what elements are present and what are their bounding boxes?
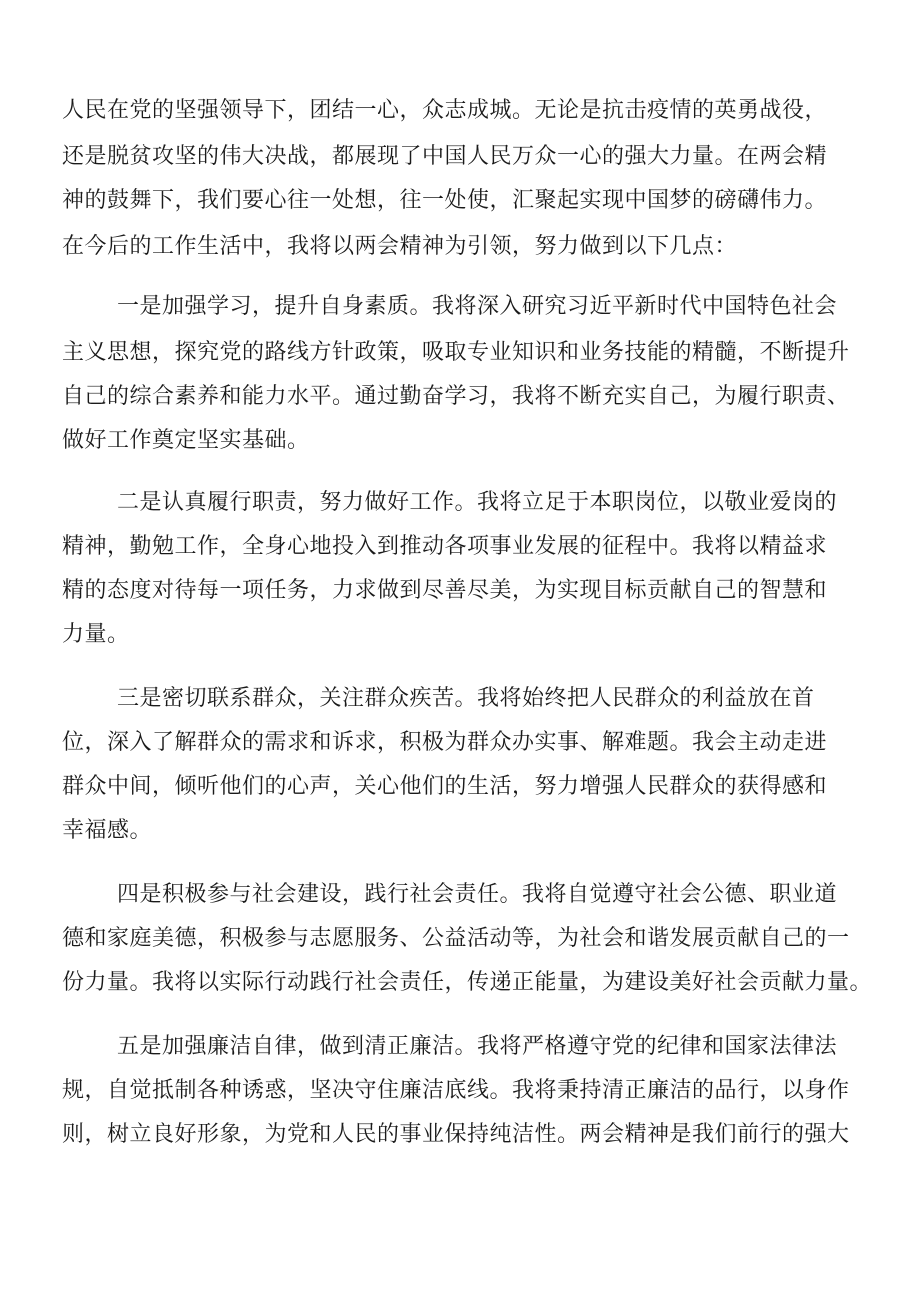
text-line: 在今后的工作生活中，我将以两会精神为引领，努力做到以下几点： xyxy=(62,234,738,259)
text-line: 份力量。我将以实际行动践行社会责任，传递正能量，为建设美好社会贡献力量。 xyxy=(62,970,873,995)
text-line: 幸福感。 xyxy=(62,818,153,843)
text-line: 群众中间，倾听他们的心声，关心他们的生活，努力增强人民群众的获得感和 xyxy=(62,774,828,799)
text-line: 人民在党的坚强领导下，团结一心，众志成城。无论是抗击疫情的英勇战役， xyxy=(62,98,828,123)
text-line: 五是加强廉洁自律，做到清正廉洁。我将严格遵守党的纪律和国家法律法 xyxy=(117,1034,838,1059)
text-line: 四是积极参与社会建设，践行社会责任。我将自觉遵守社会公德、职业道 xyxy=(117,882,838,907)
text-line: 三是密切联系群众，关注群众疾苦。我将始终把人民群众的利益放在首 xyxy=(117,686,815,711)
text-line: 规，自觉抵制各种诱惑，坚决守住廉洁底线。我将秉持清正廉洁的品行，以身作 xyxy=(62,1078,850,1103)
text-line: 精的态度对待每一项任务，力求做到尽善尽美，为实现目标贡献自己的智慧和 xyxy=(62,578,828,603)
text-line: 主义思想，探究党的路线方针政策，吸取专业知识和业务技能的精髓，不断提升 xyxy=(62,340,850,365)
text-line: 自己的综合素养和能力水平。通过勤奋学习，我将不断充实自己，为履行职责、 xyxy=(62,384,850,409)
text-line: 力量。 xyxy=(62,622,130,647)
text-line: 则，树立良好形象，为党和人民的事业保持纯洁性。两会精神是我们前行的强大 xyxy=(62,1122,850,1147)
text-line: 位，深入了解群众的需求和诉求，积极为群众办实事、解难题。我会主动走进 xyxy=(62,730,828,755)
text-line: 精神，勤勉工作，全身心地投入到推动各项事业发展的征程中。我将以精益求 xyxy=(62,534,828,559)
text-line: 神的鼓舞下，我们要心往一处想，往一处使，汇聚起实现中国梦的磅礴伟力。 xyxy=(62,188,828,213)
text-line: 一是加强学习，提升自身素质。我将深入研究习近平新时代中国特色社会 xyxy=(117,294,838,319)
text-line: 德和家庭美德，积极参与志愿服务、公益活动等，为社会和谐发展贡献自己的一 xyxy=(62,926,850,951)
text-line: 二是认真履行职责，努力做好工作。我将立足于本职岗位，以敬业爱岗的 xyxy=(117,490,838,515)
text-line: 做好工作奠定坚实基础。 xyxy=(62,428,310,453)
text-line: 还是脱贫攻坚的伟大决战，都展现了中国人民万众一心的强大力量。在两会精 xyxy=(62,144,828,169)
